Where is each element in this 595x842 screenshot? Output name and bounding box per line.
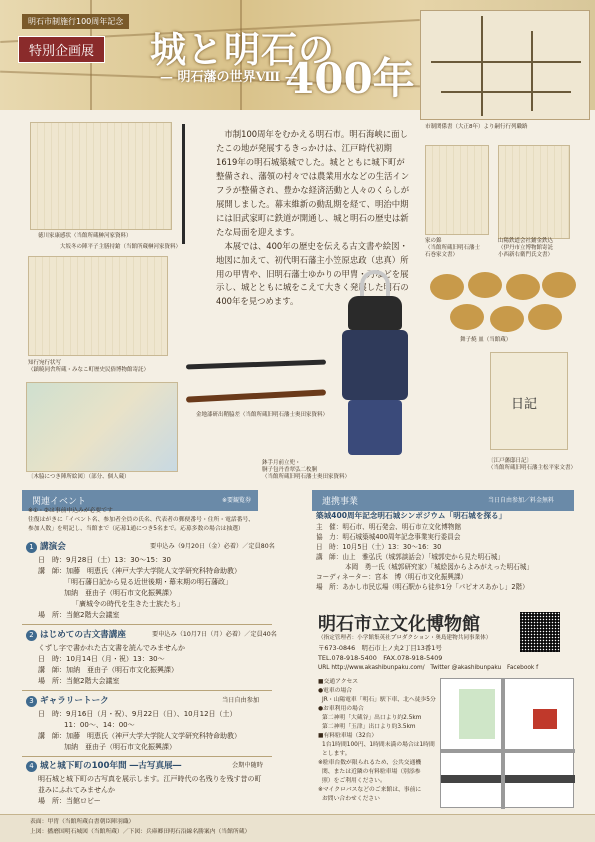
partner-line-5: 本岡 勇一氏（城郭研究家）「城絵図からよみがえった明石城」 <box>345 563 533 571</box>
event-1-topic-1: 「明石藩日記から見る近世後期・幕末期の明石藩政」 <box>64 578 232 586</box>
event-2-speaker: 講 師：加納 亜由子（明石市文化振興課） <box>38 666 178 674</box>
page-subtitle: — 明石藩の世界Ⅷ — <box>160 70 298 85</box>
access-line-3: ●お車利用の場合 <box>318 706 364 712</box>
maiko-plates-image <box>428 272 576 334</box>
qr-code[interactable] <box>520 612 560 652</box>
special-exhibition-badge: 特別企画展 <box>18 36 105 63</box>
event-3-title: 3 ギャラリートーク <box>26 695 109 707</box>
divider <box>22 624 272 625</box>
caption-family: 家の錦 （当館所蔵旧明石藩士 石巻家文書） <box>425 238 481 259</box>
event-3-speaker-1: 講 師：加藤 明恵氏（神戸大学大学院人文学研究科特命助教） <box>38 732 241 740</box>
museum-url[interactable]: URL http://www.akashibunpaku.com/ Twitter @akashibunpaku Facebook f <box>318 665 539 671</box>
event-4-apply: 会期中随時 <box>232 762 263 769</box>
partner-title: 築城400周年記念明石城シンポジウム「明石城を探る」 <box>316 511 507 520</box>
caption-railway: 山陽鉄道会社鋪金鉄込 （伊丹市立博物館寄託 小西新右衛門氏文書） <box>498 238 554 259</box>
events-heading: 関連イベント <box>22 490 258 511</box>
event-1-apply: 要申込み（9月20日（金）必着）／定員80名 <box>150 543 275 550</box>
event-2-date: 日 時：10月14日（月・祝）13：30～ <box>38 655 165 663</box>
access-line-2: JR・山陽電車「明石」駅下車、北へ徒歩5分 <box>322 697 436 703</box>
events-note-2: 往復はがきに「イベント名、参加者全員の氏名、代表者の郵便番号・住所・電話番号、 <box>28 517 255 523</box>
access-map <box>440 678 574 808</box>
caption-armor: 鉢手月前立兜・ 胴子包丹香翠弘二枚胴 （当館所蔵旧明石藩士奥田家資料） <box>262 460 351 481</box>
event-3-speaker-2: 加納 亜由子（明石市文化振興課） <box>64 743 176 751</box>
caption-diary: 〔江戸藩邸日記〕 （当館所蔵旧明石藩主松平家文書） <box>488 458 577 472</box>
access-line-10: 関、または近隣の有料駐車場（別添参 <box>322 769 421 775</box>
access-line-9: ※駐車台数が限られるため、公共交通機 <box>318 760 422 766</box>
footer-line-2: 上図：播磨国明石城図（当館所蔵）／下図：兵庫郷田明石沿線名勝案内（当館所蔵） <box>30 829 251 835</box>
access-heading: ■交通アクセス <box>318 679 359 685</box>
diary-image: 日記 <box>490 352 568 450</box>
access-line-11: 照）をご利用ください。 <box>322 778 386 784</box>
access-line-12: ※マイクロバスなどのご来館は、事前に <box>318 787 422 793</box>
caption-chigyo: 知行宛行状写 （鎮暁同舎所蔵・みなこ町歴史民俗博物館寄託） <box>28 360 150 374</box>
museum-phone: TEL.078-918-5400 FAX.078-918-5409 <box>318 654 443 662</box>
museum-operator: （指定管理者：小学館集英社プロダクション・奥島建物共同事業体） <box>318 635 492 641</box>
event-4-place: 場 所：当館ロビー <box>38 797 101 805</box>
access-line-1: ●電車の場合 <box>318 688 353 694</box>
intro-paragraph-2: 本展では、400年の歴史を伝える古文書や絵図・地図に加えて、初代明石藩主小笠原忠政（忠真）所用の甲冑や、旧明石藩士ゆかりの甲冑・刀などを展示し、城とともに城をこえて大きく発展した明石の400年を見つめます。 <box>216 240 409 307</box>
event-1-title: 1 講演会 <box>26 541 66 553</box>
events-note-1: ※①・②は事前申込みが必要です <box>28 508 113 514</box>
event-4-desc-2: 並みにふれてみませんか <box>38 786 115 794</box>
family-document-image <box>425 145 489 235</box>
intro-paragraph-1: 市制100周年をむかえる明石市。明石海峡に面したこの地が発展するきっかけは、江戸時代初期1619年の明石城築城でした。城とともに城下町が整備され、藩領の村々では農業用水などの生活インフラが整備され、豊かな経済活動と人々のくらしが展開しました。幕末維新の動乱期を経て、明治中期には旧武家町に鉄道が開通し、城と明石の歴史は新たな局面を迎えます。 <box>216 129 410 237</box>
event-1-place: 場 所：当館2階大会議室 <box>38 611 120 619</box>
partner-line-4: 講 師：山上 雅弘氏（城郭談話会）「城郭史から見た明石城」 <box>316 553 504 561</box>
partner-line-2: 協 力：明石城築城400周年記念事業実行委員会 <box>316 533 461 541</box>
caption-kansho: 徳川家康感状（当館所蔵榊河家資料） <box>38 233 132 239</box>
access-line-4: 第二神明「大蔵谷」出口より約2.5km <box>322 715 422 721</box>
divider <box>22 690 272 691</box>
event-2-desc: くずし字で書かれた古文書を読んでみませんか <box>38 644 185 652</box>
spear-image <box>182 124 185 244</box>
events-ticket-note: ※要観覧券 <box>222 497 252 504</box>
event-2-apply: 要申込み（10月7日（月）必着）／定員40名 <box>152 631 277 638</box>
museum-address: 〒673-0846 明石市上ノ丸2丁目13番1号 <box>318 644 442 652</box>
access-line-6: ■有料駐車場（32台） <box>318 733 378 739</box>
event-1-topic-2: 「廣城令の時代を生きた士族たち」 <box>72 600 184 608</box>
events-note-3: 参加人数」を明記し、当館まで（応募1通につき5名まで。応募多数の場合は抽選） <box>28 526 244 532</box>
partner-heading: 連携事業 <box>312 490 574 511</box>
event-1-speaker-1: 講 師：加藤 明恵氏（神戸大学大学院人文学研究科特命助教） <box>38 567 241 575</box>
partner-line-1: 主 催：明石市、明石発会、明石市立文化博物館 <box>316 523 462 531</box>
armor-image <box>330 270 420 460</box>
footer-line-1: 表面：甲冑（当館所蔵白書朝臣陣羽織） <box>30 819 135 825</box>
partner-free-note: 当日自由参加／料金無料 <box>488 497 555 504</box>
wakizashi-image <box>186 389 326 402</box>
access-line-7: 1台1時間100円、1時間未満の場合は1時間 <box>322 742 435 748</box>
divider <box>22 756 272 757</box>
railway-document-image <box>498 145 570 239</box>
event-4-desc-1: 明石城と城下町の古写真を展示します。江戸時代の名残りを残す昔の町 <box>38 775 262 783</box>
page-title-number: 400年 <box>285 54 415 103</box>
event-1-speaker-2: 加納 亜由子（明石市文化振興課） <box>64 589 176 597</box>
event-3-apply: 当日自由参加 <box>222 697 260 704</box>
caption-campmap: 〔木脇につき陣所絵図〕（部分、個人蔵） <box>28 474 130 480</box>
event-3-date: 日 時：9月16日（月・祝）、9月22日（日）、10月12日（土） <box>38 710 237 718</box>
page-title: 城と明石の <box>150 29 336 71</box>
partner-line-7: 場 所：あかし市民広場（明石駅から徒歩1分「パピオスあかし」2階） <box>316 583 529 591</box>
partner-line-3: 日 時：10月5日（土）13：30～16：30 <box>316 543 442 551</box>
caption-plates: 舞子焼 皿（当館蔵） <box>460 337 512 343</box>
museum-name: 明石市立文化博物館 <box>318 614 480 635</box>
event-1-date: 日 時：9月28日（土）13：30～15：30 <box>38 556 171 564</box>
event-2-place: 場 所：当館2階大会議室 <box>38 677 120 685</box>
caption-spear: 大坂冬の陣平子主膳持鎗（当館所蔵榊河家資料） <box>60 244 182 250</box>
event-2-title: 2 はじめての古文書講座 <box>26 629 126 641</box>
event-3-time: 11：00～、14：00～ <box>64 721 135 729</box>
caption-map: 市制関係書（大正8年）より嗣行行列職路 <box>425 124 528 130</box>
event-4-title: 4 城と城下町の100年間 ―古写真展― <box>26 760 181 772</box>
railway-map-image <box>420 10 590 120</box>
access-line-5: 第二神明「玉津」出口より約3.5km <box>322 724 416 730</box>
camp-map-image <box>26 382 178 472</box>
access-line-8: とします。 <box>322 751 351 757</box>
partner-line-6: コーディネーター：宮本 博（明石市文化振興課） <box>316 573 468 581</box>
sword-image <box>186 360 326 370</box>
document-kansho-image <box>30 122 172 230</box>
caption-wakizashi: 金地漆研出鞘脇差（当館所蔵旧明石藩士奥田家資料） <box>196 412 329 418</box>
document-chigyo-image <box>28 256 168 356</box>
access-line-13: お問い合わせください <box>322 796 380 802</box>
kicker-label: 明石市制施行100周年記念 <box>22 14 129 29</box>
